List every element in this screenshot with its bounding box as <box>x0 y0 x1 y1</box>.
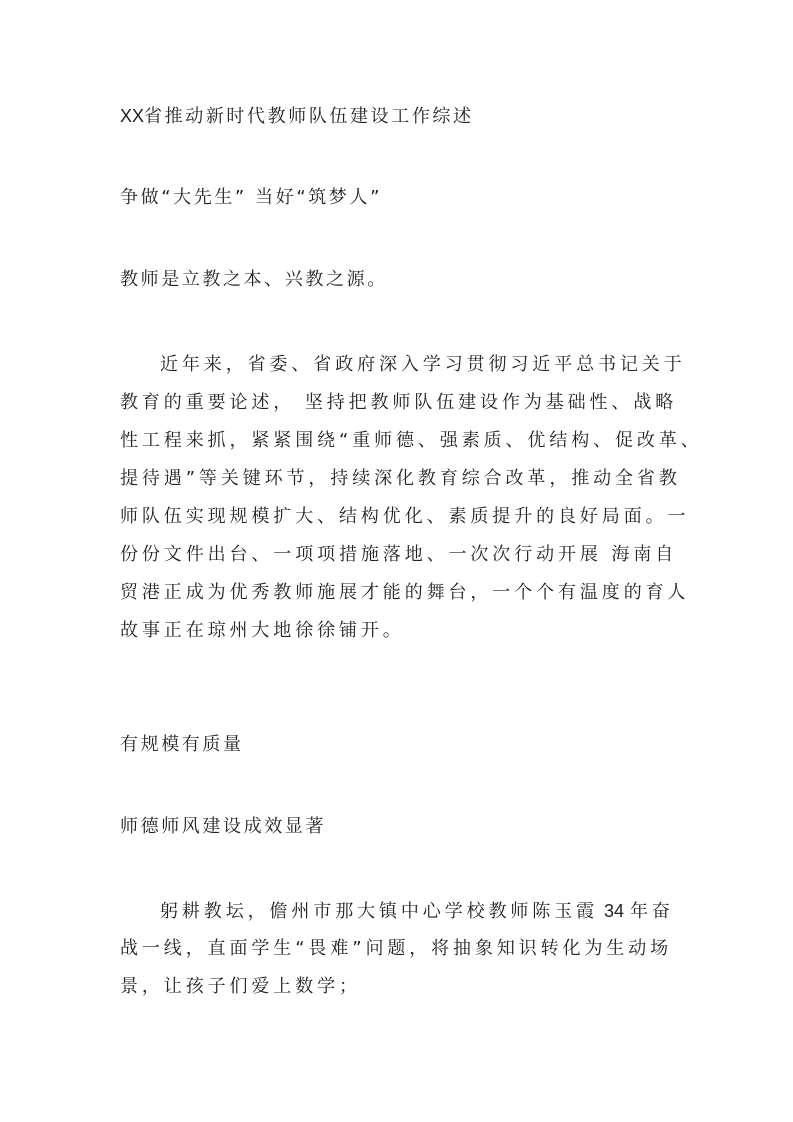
paragraph-line: 教育的重要论述， 坚持把教师队伍建设作为基础性、战略 <box>120 392 678 413</box>
paragraph-line: 贸港正成为优秀教师施展才能的舞台，一个个有温度的育人 <box>120 582 690 603</box>
paragraph-line: 战一线，直面学生“畏难”问题，将抽象知识转化为生动场 <box>120 938 673 959</box>
paragraph-line: 躬耕教坛，儋州市那大镇中心学校教师陈玉霞 34 年奋 <box>160 901 674 922</box>
paragraph-line: 性工程来抓，紧紧围绕“重师德、强素质、优结构、促改革、 <box>120 430 703 451</box>
section-subheading: 师德师风建设成效显著 <box>120 816 326 837</box>
paragraph-line: 景，让孩子们爱上数学； <box>120 976 361 997</box>
document-subtitle: 争做“大先生” 当好“筑梦人” <box>120 187 383 208</box>
title-rest: 省推动新时代教师队伍建设工作综述 <box>144 106 474 127</box>
lead-sentence: 教师是立教之本、兴教之源。 <box>120 269 388 290</box>
section-heading: 有规模有质量 <box>120 734 244 755</box>
paragraph-line: 师队伍实现规模扩大、结构优化、素质提升的良好局面。一 <box>120 506 690 527</box>
years-count: 34 <box>604 901 625 921</box>
paragraph-line: 提待遇”等关键环节，持续深化教育综合改革，推动全省教 <box>120 468 681 489</box>
paragraph-line: 份份文件出台、一项项措施落地、一次次行动开展 海南自 <box>120 544 678 565</box>
title-prefix: XX <box>120 106 145 126</box>
paragraph-line: 近年来，省委、省政府深入学习贯彻习近平总书记关于 <box>160 354 686 375</box>
paragraph-line: 故事正在琼州大地徐徐铺开。 <box>120 620 405 641</box>
document-title <box>120 104 474 129</box>
